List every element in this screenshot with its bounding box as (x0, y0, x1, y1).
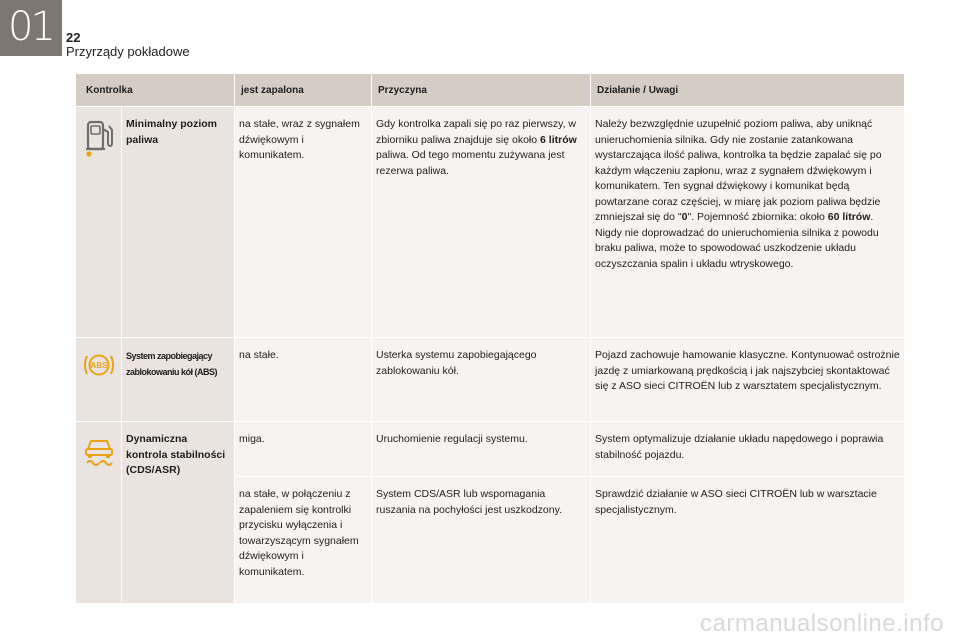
light-action (591, 107, 905, 338)
cause-text: paliwa. Od tego momentu zużywana jest rezerwa paliwa. (376, 149, 565, 177)
light-cause (372, 107, 591, 338)
cause-text: Gdy kontrolka zapali się po raz pierwszy, w zbiorniku paliwa znajduje się około (376, 118, 576, 146)
abs-icon (82, 348, 116, 382)
table-row (76, 422, 905, 477)
light-name: Dynamiczna kontrola stabilności (CDS/ASR) (122, 422, 235, 604)
action-bold-text: 0 (681, 211, 688, 223)
watermark: carmanualsonline.info (700, 610, 944, 637)
section-title: Przyrządy pokładowe (66, 44, 190, 59)
icon-cell (76, 107, 122, 338)
table-header-row (76, 74, 905, 107)
column-header-cause: Przyczyna (372, 74, 591, 107)
warning-lights-table (75, 73, 905, 604)
chapter-tab (0, 0, 62, 56)
icon-cell (76, 422, 122, 604)
svg-text:ABS: ABS (90, 361, 108, 370)
light-cause: Usterka systemu zapobiegającego zablokowaniu kół. (372, 338, 591, 422)
cause-bold-text: 6 litrów (540, 133, 577, 146)
light-state: na stałe. (235, 338, 372, 422)
column-header-action: Działanie / Uwagi (591, 74, 905, 107)
light-cause: System CDS/ASR lub wspomagania ruszania na pochyłości jest uszkodzony. (372, 477, 591, 604)
action-bold-text: 60 litrów (827, 211, 871, 223)
table-row (76, 107, 905, 338)
light-state: miga. (235, 422, 372, 477)
light-action: Sprawdzić działanie w ASO sieci CITROËN lub w warsztacie specjalistycznym. (591, 477, 905, 604)
light-state: na stałe, w połączeniu z zapaleniem się kontrolki przycisku wyłączenia i towarzyszącym sygnałem dźwiękowym i komunikatem. (235, 477, 372, 604)
light-action: System optymalizuje działanie układu napędowego i poprawia stabilność pojazdu. (591, 422, 905, 477)
action-text: . Nigdy nie doprowadzać do unieruchomienia silnika z powodu braku paliwa, może to spowodować uszkodzenie układu oczyszczania spalin i układu wtryskowego. (595, 211, 879, 270)
icon-cell (76, 338, 122, 422)
column-header-state: jest zapalona (235, 74, 372, 107)
light-action: Pojazd zachowuje hamowanie klasyczne. Kontynuować ostrożnie jazdę z umiarkowaną prędkością i jak najszybciej skontaktować się z ASO sieci CITROËN lub z warsztatem specjalistycznym. (591, 338, 905, 422)
table-row (76, 338, 905, 422)
light-name: System zapobiegający zablokowaniu kół (ABS) (122, 338, 235, 422)
fuel-pump-icon (82, 117, 116, 151)
action-text: Należy bezwzględnie uzupełnić poziom paliwa, aby uniknąć unieruchomienia silnika. Gdy nie zostanie zatankowana wystarczająca ilość paliwa, kontrolka ta będzie zapalać się po każdym włączeniu zapłonu, wraz z sygnałem dźwiękowym i komunikatem. Ten sygnał dźwiękowy i komunikat będą powtarzane coraz częściej, w miarę jak poziom paliwa będzie zmniejszał się do " (595, 118, 882, 223)
page-number: 22 (66, 30, 81, 45)
skidding-car-icon (82, 432, 116, 466)
light-name: Minimalny poziom paliwa (122, 107, 235, 338)
light-cause: Uruchomienie regulacji systemu. (372, 422, 591, 477)
column-header-kontrolka: Kontrolka (76, 74, 235, 107)
chapter-number: 01 (8, 4, 53, 50)
action-text: ". Pojemność zbiornika: około (687, 211, 825, 223)
light-state: na stałe, wraz z sygnałem dźwiękowym i komunikatem. (235, 107, 372, 338)
